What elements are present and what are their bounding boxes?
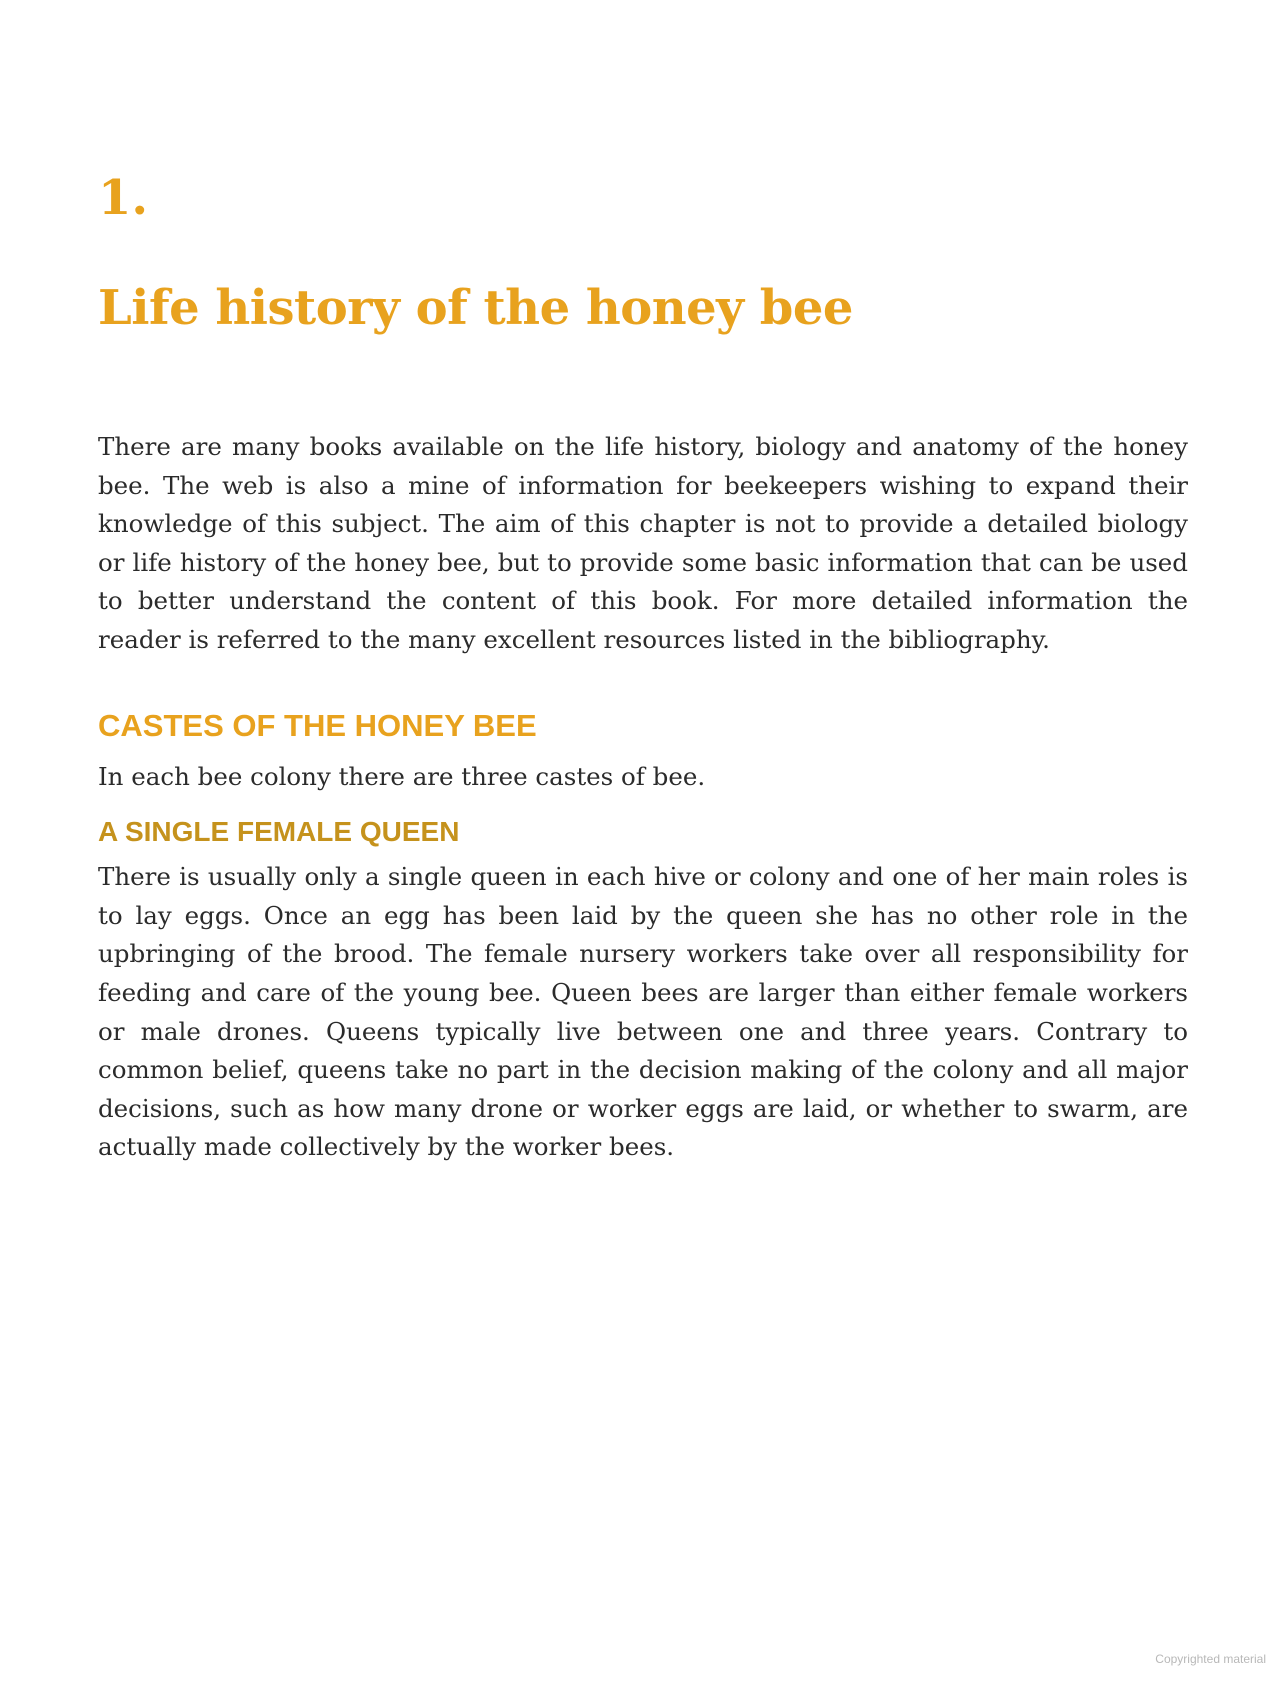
section-heading-castes: CASTES OF THE HONEY BEE [98,707,537,743]
chapter-number: 1. [98,170,149,226]
page-content [98,168,1188,1167]
copyright-notice: Copyrighted material [1155,1652,1266,1666]
intro-paragraph: There are many books available on the life history, biology and anatomy of the honey bee. The web is also a mine of information for beekeepers wishing to expand their knowledge of this subject. The aim of this chapter is not to provide a detailed biology or life history of the honey bee, but to provide some basic information that can be used to better understand the content of this book. For more detailed information the reader is referred to the many excellent resources listed in the bibliography. [98,432,1188,654]
subsection-paragraph: There is usually only a single queen in each hive or colony and one of her main roles is to lay eggs. Once an egg has been laid by the queen she has no other role in the upbringing of the brood. The female nursery workers take over all responsibility for feeding and care of the young bee. Queen bees are larger than either female workers or male drones. Queens typically live between one and three years. Contrary to common belief, queens take no part in the decision making of the colony and all major decisions, such as how many drone or worker eggs are laid, or whether to swarm, are actually made collectively by the worker bees. [98,862,1188,1162]
subsection-heading-queen: A SINGLE FEMALE QUEEN [98,816,460,848]
section-paragraph: In each bee colony there are three castes of bee. [98,761,706,791]
chapter-title: Life history of the honey bee [98,280,853,336]
